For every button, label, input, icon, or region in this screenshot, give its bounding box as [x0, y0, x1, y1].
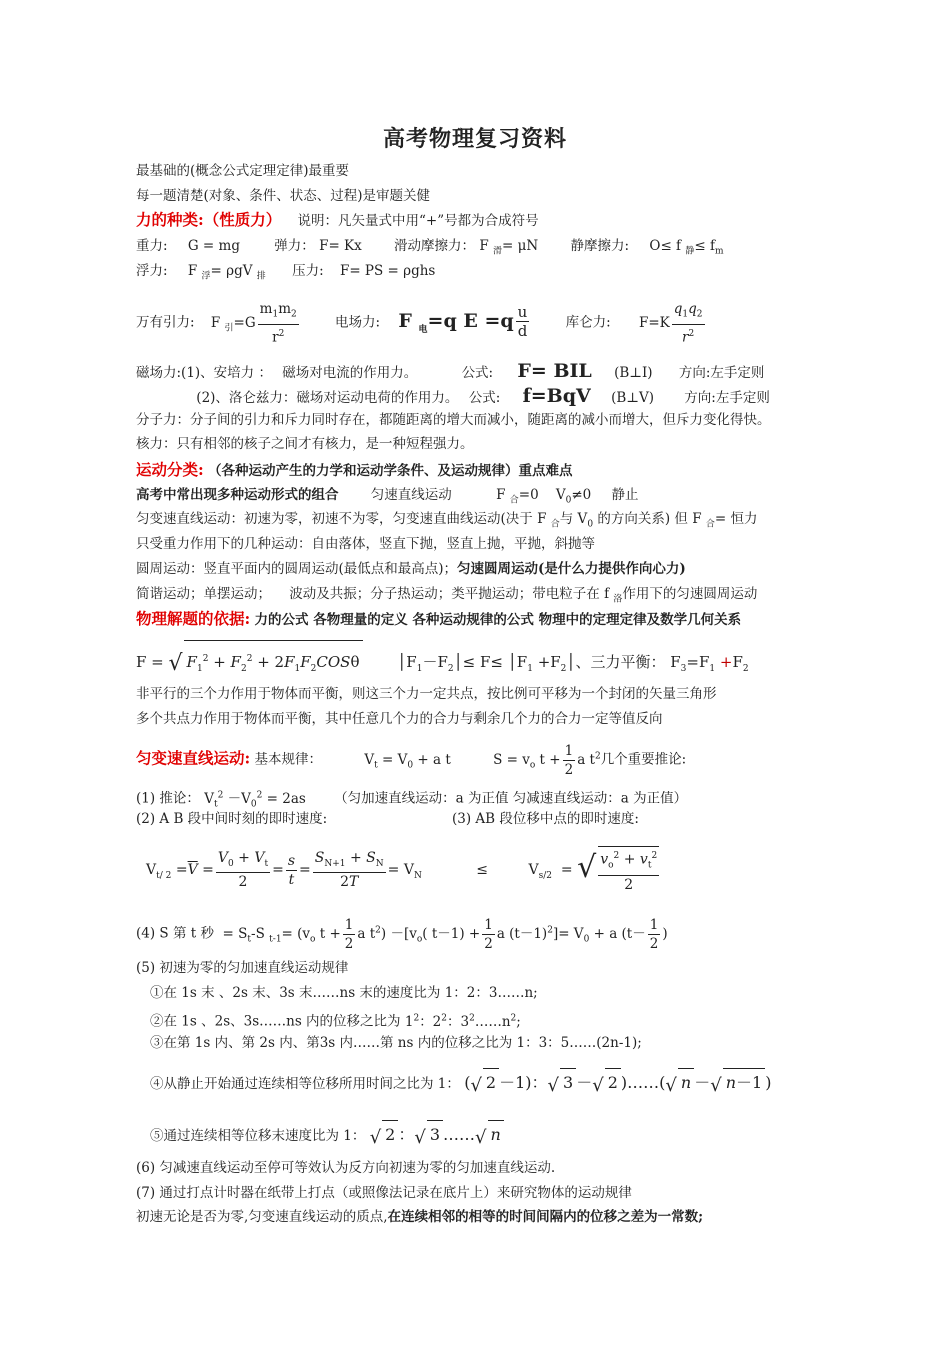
electric-force-formula: F $_电$=q E =q $\frac{u}{d}$	[398, 303, 528, 341]
gravity-only-line: 只受重力作用下的几种运动：自由落体，竖直下抛，竖直上抛，平抛，斜抛等	[136, 536, 595, 552]
coulomb-force-formula: F=K $\frac{q_1q_2}{r^2}$	[638, 301, 703, 346]
kinetic-friction-formula: F $_滑$= μN	[479, 238, 539, 257]
basis-heading: 物理解题的依据:	[136, 609, 251, 628]
uniform-motion-condition: F $_合$=0 $V_0\ne 0$	[496, 487, 592, 506]
intro-line-2: 每一题清楚(对象、条件、状态、过程)是审题关健	[136, 188, 431, 204]
motion-heading: 运动分类:	[136, 460, 204, 479]
accelerated-motion-relation: 的方向关系) 但	[597, 511, 688, 527]
force-note: 说明：凡矢量式中用“+”号都为合成符号	[297, 213, 539, 229]
inference-7-line: (7) 通过打点计时器在纸带上打点（或照像法记录在底片上）来研究物体的运动规律	[136, 1185, 632, 1201]
uniform-circular-text: 匀速圆周运动(是什么力提供作向心力)	[457, 561, 686, 577]
inference-6-line: (6) 匀减速直线运动至停可等效认为反方向初速为零的匀加速直线运动.	[136, 1160, 556, 1176]
force-heading-line	[136, 211, 539, 230]
motion-combo-line	[136, 486, 639, 510]
harmonic-motion-line	[136, 585, 757, 609]
less-equal-sign: ≤	[476, 862, 488, 878]
inference-1-label: (1) 推论：	[136, 790, 200, 807]
displacement-formula: $S = v_o$ t + $\frac{1}{2}$ a $t^2$	[493, 742, 601, 778]
accelerated-motion-constant: 恒力	[730, 511, 758, 527]
velocity-formula: $V_t = V_0 + a$ t	[364, 751, 451, 771]
harmonic-text-a: 简谐运动；单摆运动；	[136, 586, 271, 602]
accelerated-motion-text: 匀变速直线运动：初速为零，初速不为零，匀变速直曲线运动(决于	[136, 511, 533, 527]
molecular-force-line: 分子力：分子间的引力和斥力同时存在，都随距离的增大而减小，随距离的减小而增大，但斥力变化得快。	[136, 412, 771, 428]
three-force-formula: $F_3=F_1 +F_2$	[670, 653, 749, 674]
several-inferences-label: 几个重要推论:	[600, 751, 687, 768]
inference-4-line	[136, 912, 668, 957]
magnetic-force-label: 磁场力:(1)、安培力 ：	[136, 365, 272, 381]
basis-heading-line	[136, 610, 741, 629]
mid-velocity-formula-line	[146, 846, 661, 898]
resultant-force-range: $│F_1-F_2│\le F\le$ $│F_1$ $+F_2│$	[397, 653, 576, 674]
lorentz-force-symbol: f $_洛$	[604, 586, 623, 605]
ratio-4-text: ④从静止开始通过连续相等位移所用时间之比为 1：	[150, 1076, 460, 1092]
uniform-accel-heading: 匀变速直线运动:	[136, 748, 251, 768]
three-force-label: 、三力平衡：	[575, 653, 666, 671]
ratio-5-line	[150, 1120, 504, 1152]
static-friction-label: 静摩擦力:	[570, 238, 630, 254]
ratio-4-line	[150, 1068, 771, 1100]
inference-4-label: (4) S 第 t 秒	[136, 925, 214, 942]
motion-combo-text: 高考中常出现多种运动形式的组合	[136, 487, 339, 503]
accelerated-motion-and: 与	[559, 511, 574, 527]
uniform-accel-heading-line	[136, 738, 686, 783]
ratio-2-text: ②在 1s 、2s、3s……ns 内的位移之比为	[150, 1013, 401, 1030]
gravity-formula: G = mg	[187, 238, 240, 254]
ampere-formula: F= BIL	[517, 360, 592, 382]
lorentz-direction-rule: 方向:左手定则	[684, 390, 770, 406]
lorentz-condition: (B⊥V)	[611, 390, 654, 406]
pressure-formula: F= PS = ρghs	[339, 263, 436, 279]
nonparallel-forces-line: 非平行的三个力作用于物体而平衡，则这三个力一定共点，按比例可平移为一个封闭的矢量三角形	[136, 686, 717, 702]
lorentz-line	[136, 387, 770, 407]
static-friction-formula: O≤ f $_静\le f_m$	[649, 238, 724, 257]
uniform-motion-label: 匀速直线运动	[370, 487, 452, 503]
inference-1-note: （匀加速直线运动：a 为正值 匀减速直线运动：a 为正值）	[334, 790, 688, 807]
coulomb-force-label: 库仑力:	[565, 314, 611, 331]
accelerated-initial-velocity: $V_0$	[573, 511, 594, 530]
buoyancy-formula: F $_浮$= ρgV $_排$	[187, 263, 266, 282]
field-forces-line	[136, 300, 707, 347]
ampere-direction-rule: 方向:左手定则	[678, 365, 765, 381]
basis-description: 力的公式 各物理量的定义 各种运动规律的公式 物理中的定理定律及数学几何关系	[254, 612, 742, 628]
inference-1-formula: $V_t^2 -V_0^2 = 2as$	[204, 790, 306, 810]
intro-line-1: 最基础的(概念公式定理定律)最重要	[136, 163, 350, 179]
harmonic-text-c: 作用下的匀速圆周运动	[622, 586, 758, 602]
pressure-label: 压力:	[292, 263, 324, 279]
still-label: 静止	[611, 487, 639, 503]
mid-displacement-velocity-formula: $V_{s/2}$ = √ $\frac{v_o^2 + v_t^2}{2}$	[528, 862, 661, 878]
gravity-line	[136, 237, 724, 261]
inference-2-line	[136, 810, 327, 828]
motion-heading-note: （各种运动产生的力学和运动学条件、及运动规律）重点难点	[208, 463, 573, 479]
ratio-5-formula: √ 2 ：√ 3 ……√ n	[370, 1125, 504, 1144]
electric-force-label: 电场力:	[335, 314, 381, 331]
constant-difference-line	[136, 1208, 703, 1226]
ratio-4-formula: (√ 2 －1)：√ 3 －√ 2 )……(√ n －√ n－1 )	[464, 1073, 771, 1092]
ampere-description: 磁场对电流的作用力。	[282, 365, 418, 381]
mid-time-velocity-formula: $V_{t/ 2} =\overline{V}$ = $\frac{V_0 + V_t}{2}$ = $\frac{s}{t}$ = $\frac{S_{N+1} + S_N}{2T}$ = $V_N$	[146, 849, 422, 891]
gravity-label: 重力:	[136, 238, 168, 254]
constant-difference-text-b: 在连续相邻的相等的时间间隔内的位移之差为一常数;	[387, 1209, 704, 1225]
nuclear-force-line: 核力：只有相邻的核子之间才有核力，是一种短程强力。	[136, 436, 474, 452]
universal-gravitation-label: 万有引力:	[136, 314, 195, 331]
buoyancy-line	[136, 262, 435, 286]
ratio-2-formula: $1^2$：$2^2$：$3^2\dots\dots n^2$;	[404, 1013, 521, 1030]
constant-difference-text-a: 初速无论是否为零,匀变速直线运动的质点,	[136, 1209, 388, 1225]
ampere-formula-word: 公式:	[461, 365, 494, 381]
kinetic-friction-label: 滑动摩擦力：	[394, 238, 476, 254]
motion-heading-line	[136, 461, 573, 480]
accelerated-net-force-2: F $_合$=	[692, 511, 731, 530]
inference-5-line: (5) 初速为零的匀加速直线运动规律	[136, 960, 349, 976]
ampere-line	[136, 362, 764, 382]
elastic-formula: F= Kx	[319, 238, 362, 254]
lorentz-formula: f=BqV	[522, 385, 591, 407]
universal-gravitation-formula: F $_引$=G $\frac{m_1m_2}{r^2}$	[210, 301, 297, 346]
lorentz-formula-word: 公式:	[468, 390, 501, 406]
resultant-force-formula: F = √ $F_1^2 + F_2^2 + 2F_1F_2COS\theta$	[136, 653, 363, 671]
accelerated-motion-line	[136, 510, 758, 534]
inference-2-text: (2) A B 段中间时刻的即时速度:	[136, 811, 328, 827]
ampere-condition: (B⊥I)	[614, 365, 653, 381]
resultant-force-line	[136, 640, 749, 687]
page-title: 高考物理复习资料	[382, 126, 567, 152]
lorentz-label: (2)、洛仑兹力：磁场对运动电荷的作用力。	[196, 390, 459, 406]
ratio-1-line: ①在 1s 末 、2s 末、3s 末……ns 末的速度比为 1：2：3……n;	[150, 985, 538, 1001]
concurrent-forces-line: 多个共点力作用于物体而平衡，其中任意几个力的合力与剩余几个力的合力一定等值反向	[136, 711, 663, 727]
basic-law-label: 基本规律：	[254, 751, 323, 768]
buoyancy-label: 浮力:	[136, 263, 168, 279]
inference-4-formula: = $S_t-S$ $_{t-1}= (v_o$ t + $\frac{1}{2}$ a $t^2) -[v_o$( t－1) + $\frac{1}{2}$ a $(t-1)^2]= V_0 + a$ (t－ $\frac{1}{2}$ )	[218, 916, 668, 952]
inference-3-text: (3) AB 段位移中点的即时速度:	[452, 811, 639, 827]
ratio-5-text: ⑤通过连续相等位移末速度比为 1：	[150, 1128, 366, 1144]
circular-motion-line	[136, 560, 686, 578]
ratio-2-line	[150, 1009, 521, 1031]
harmonic-text-b: 波动及共振；分子热运动；类平抛运动；带电粒子在	[289, 586, 600, 602]
accelerated-net-force: F $_合$	[537, 511, 560, 530]
force-heading: 力的种类:（性质力）	[136, 210, 282, 229]
elastic-label: 弹力：	[274, 238, 315, 254]
inference-3-line	[452, 810, 639, 828]
circular-motion-text: 圆周运动：竖直平面内的圆周运动(最低点和最高点)；	[136, 561, 458, 577]
ratio-3-line: ③在第 1s 内、第 2s 内、第3s 内……第 ns 内的位移之比为 1：3：5……(2n-1);	[150, 1035, 642, 1051]
